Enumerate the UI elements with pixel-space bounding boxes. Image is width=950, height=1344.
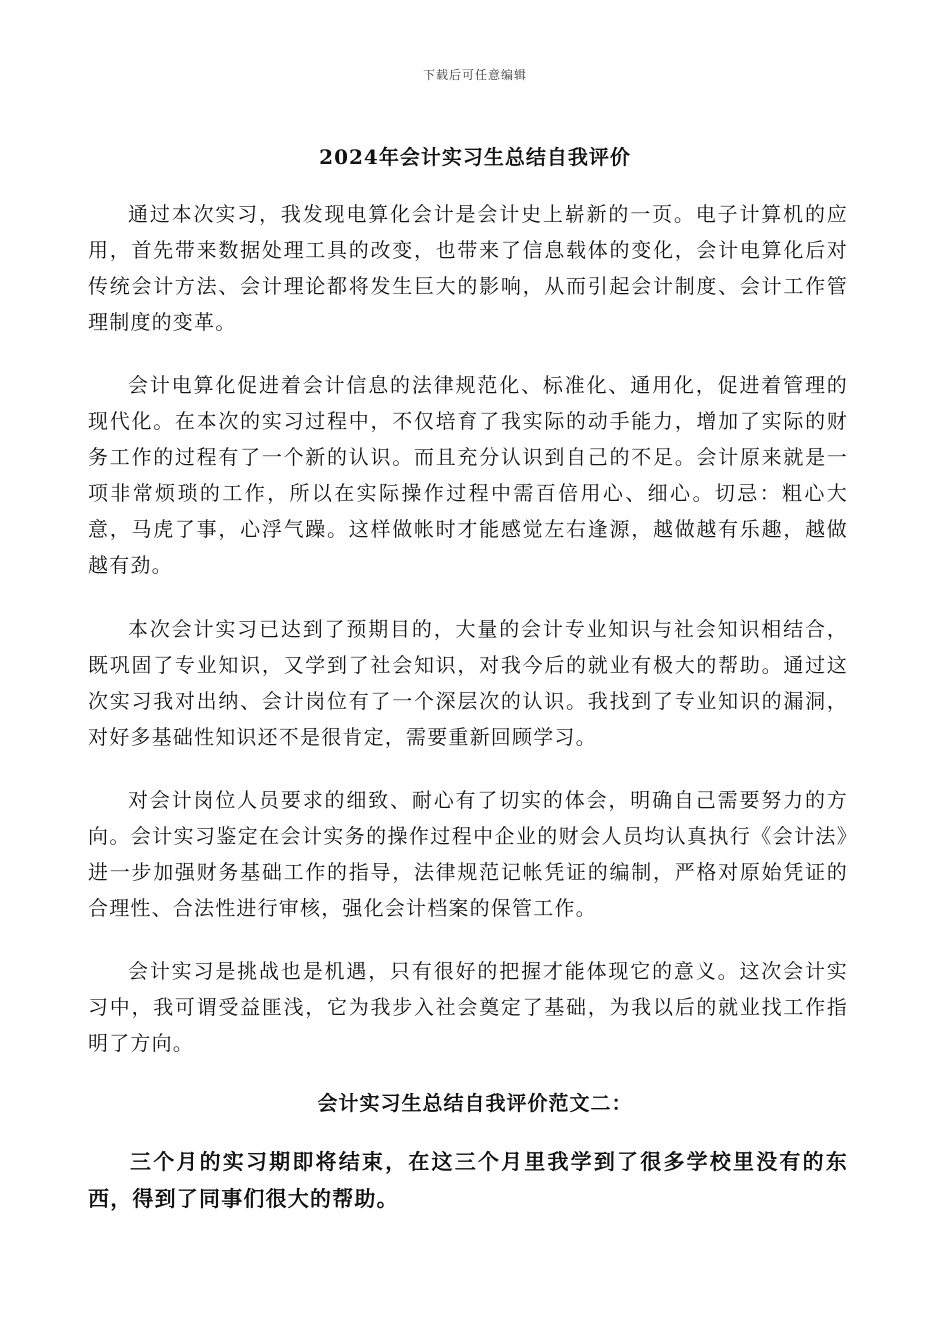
body-paragraph-2: 会计电算化促进着会计信息的法律规范化、标准化、通用化，促进着管理的现代化。在本次的实习过程中，不仅培育了我实际的动手能力，增加了实际的财务工作的过程有了一个新的认识。而且充分认识到自己的不足。会计原来就是一项非常烦琐的工作，所以在实际操作过程中需百倍用心、细心。切忌：粗心大意，马虎了事，心浮气躁。这样做帐时才能感觉左右逢源，越做越有乐趣，越做越有劲。: [88, 373, 848, 577]
closing-paragraph: 三个月的实习期即将结束，在这三个月里我学到了很多学校里没有的东西，得到了同事们很大的帮助。: [88, 1149, 848, 1211]
body-paragraph-3: 本次会计实习已达到了预期目的，大量的会计专业知识与社会知识相结合，既巩固了专业知识，又学到了社会知识，对我今后的就业有极大的帮助。通过这次实习我对出纳、会计岗位有了一个深层次的认识。我找到了专业知识的漏洞，对好多基础性知识还不是很肯定，需要重新回顾学习。: [88, 617, 848, 749]
header-note: 下载后可任意编辑: [422, 68, 527, 82]
section-title: 会计实习生总结自我评价范文二：: [317, 1091, 633, 1115]
body-paragraph-5: 会计实习是挑战也是机遇，只有很好的把握才能体现它的意义。这次会计实习中，我可谓受益匪浅，它为我步入社会奠定了基础，为我以后的就业找工作指明了方向。: [88, 959, 848, 1055]
document-title: 2024年会计实习生总结自我评价: [319, 145, 631, 169]
body-paragraph-1: 通过本次实习，我发现电算化会计是会计史上崭新的一页。电子计算机的应用，首先带来数据处理工具的改变，也带来了信息载体的变化，会计电算化后对传统会计方法、会计理论都将发生巨大的影响，从而引起会计制度、会计工作管理制度的变革。: [88, 202, 848, 334]
body-paragraph-4: 对会计岗位人员要求的细致、耐心有了切实的体会，明确自己需要努力的方向。会计实习鉴定在会计实务的操作过程中企业的财会人员均认真执行《会计法》进一步加强财务基础工作的指导，法律规范记帐凭证的编制，严格对原始凭证的合理性、合法性进行审核，强化会计档案的保管工作。: [88, 788, 848, 920]
